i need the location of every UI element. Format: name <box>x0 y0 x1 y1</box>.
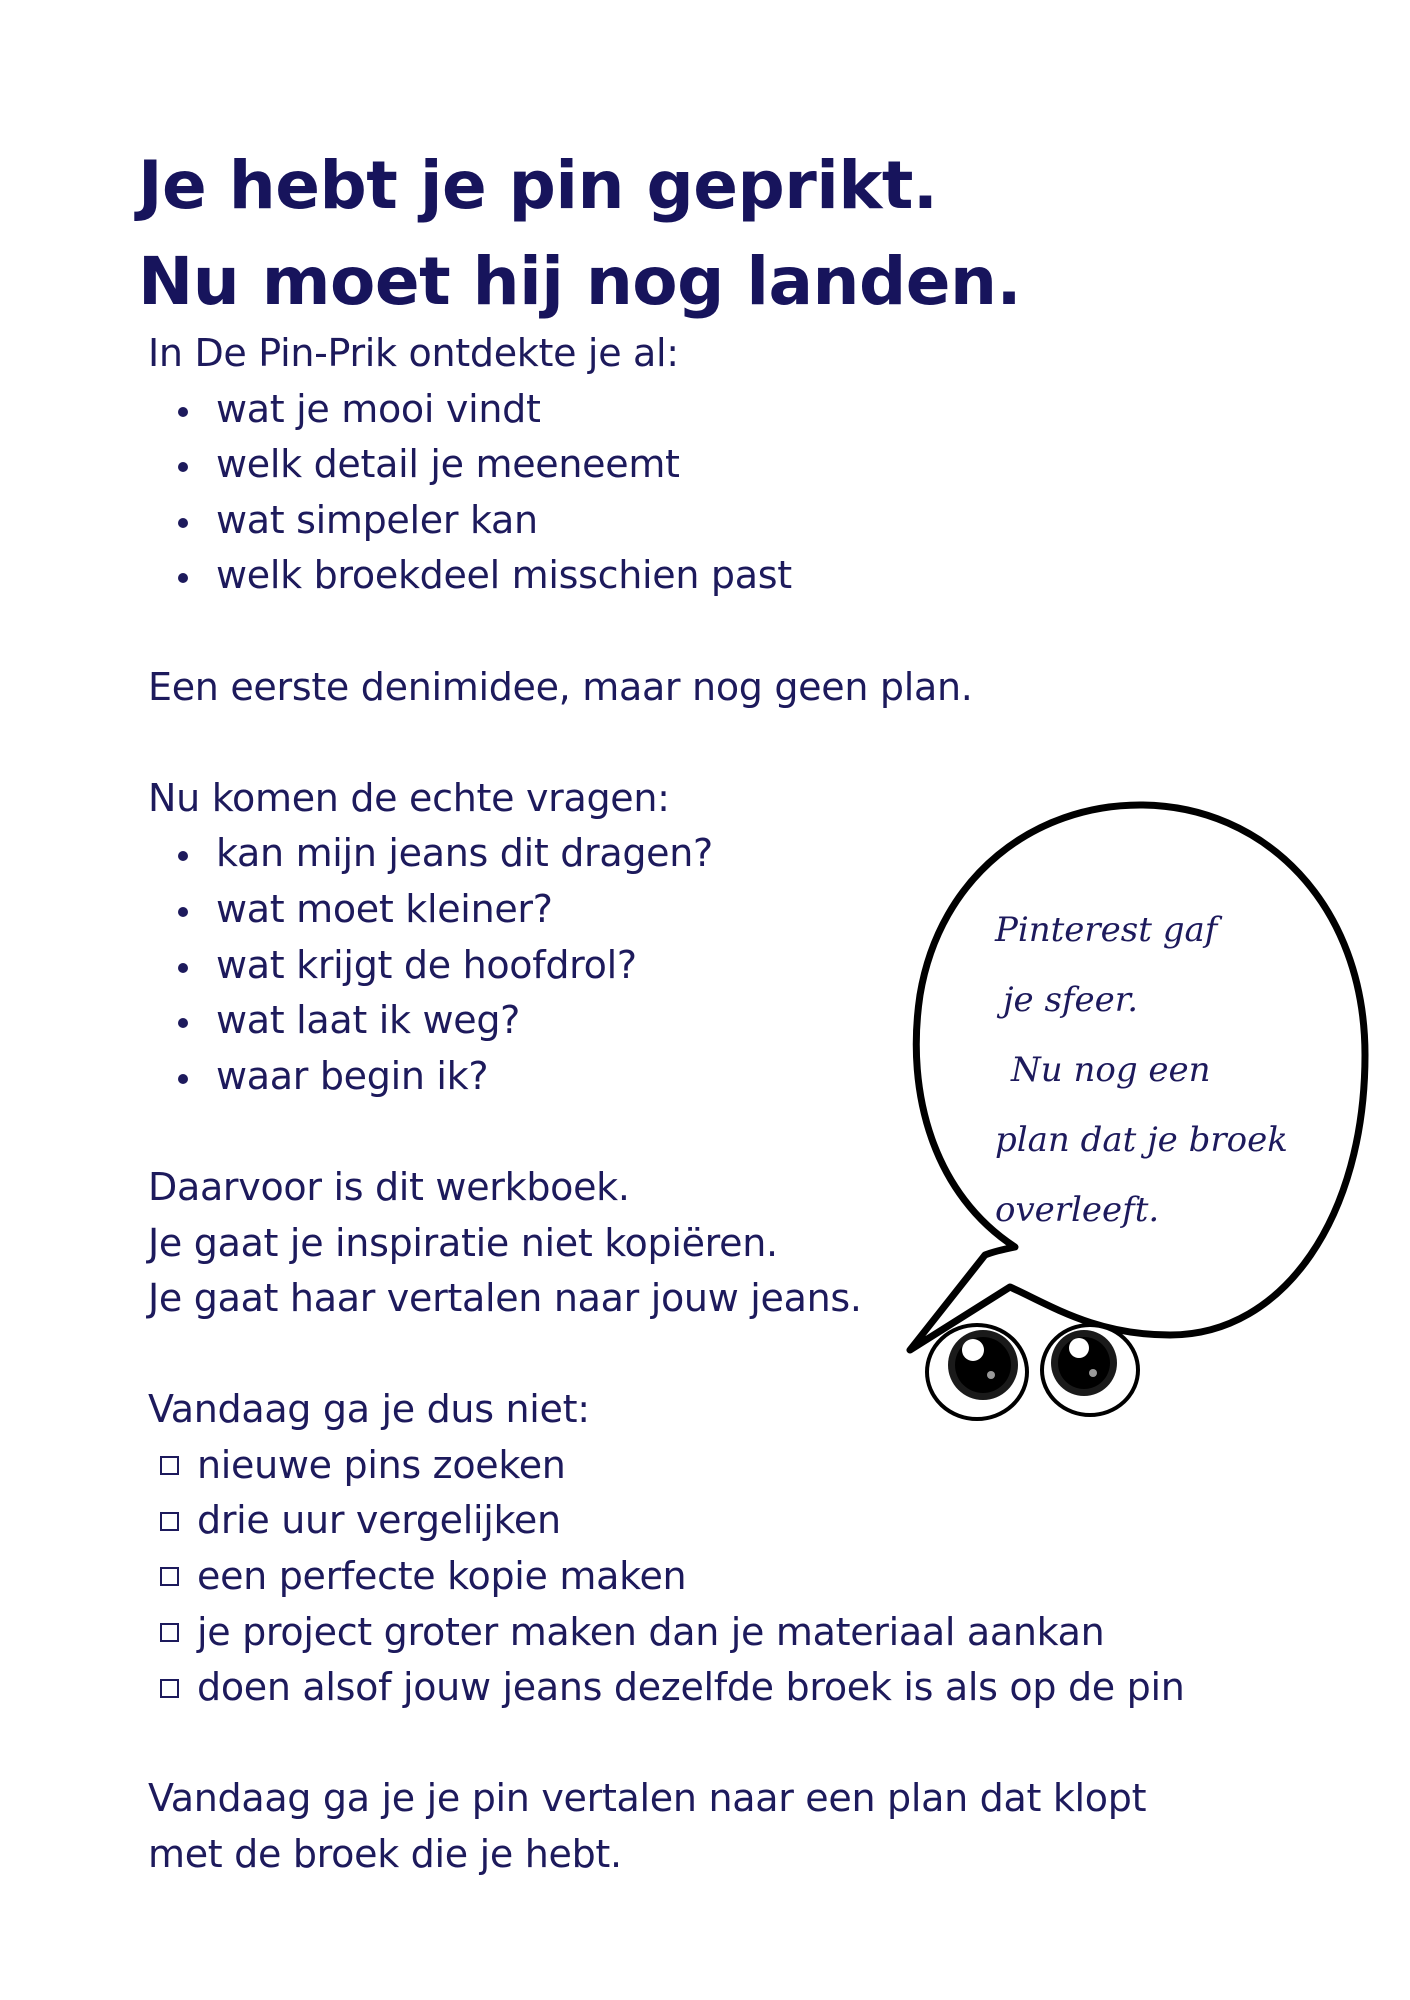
not-today-checklist <box>148 1438 1298 1716</box>
spacer <box>148 1716 1298 1772</box>
intro-list-item: wat je mooi vindt <box>148 382 1298 438</box>
intro-list-item: welk broekdeel misschien past <box>148 548 1298 604</box>
page-title <box>138 138 1021 330</box>
checklist-item-label: je project groter maken dan je materiaal aankan <box>197 1609 1105 1654</box>
empty-checkbox-icon[interactable] <box>160 1623 179 1642</box>
intro-list-item: wat simpeler kan <box>148 493 1298 549</box>
question-item: kan mijn jeans dit dragen? <box>148 826 1298 882</box>
checklist-item[interactable] <box>148 1438 1298 1494</box>
intro-list <box>148 382 1298 604</box>
question-item: wat moet kleiner? <box>148 882 1298 938</box>
intro-list-item: welk detail je meeneemt <box>148 437 1298 493</box>
purpose-line: Je gaat je inspiratie niet kopiëren. <box>148 1220 778 1265</box>
checklist-item[interactable] <box>148 1605 1298 1661</box>
bubble-line: Nu nog een <box>1011 1050 1211 1090</box>
closing-line: Vandaag ga je je pin vertalen naar een plan dat klopt <box>148 1776 1147 1821</box>
spacer <box>148 604 1298 660</box>
checklist-item-label: nieuwe pins zoeken <box>197 1442 566 1487</box>
bubble-line: je sfeer. <box>1003 980 1139 1020</box>
checklist-item-label: doen alsof jouw jeans dezelfde broek is als op de pin <box>197 1665 1185 1710</box>
bubble-line: Pinterest gaf <box>995 910 1218 950</box>
question-item: wat krijgt de hoofdrol? <box>148 938 1298 994</box>
empty-checkbox-icon[interactable] <box>160 1567 179 1586</box>
first-idea-text: Een eerste denimidee, maar nog geen plan. <box>148 664 973 709</box>
checklist-item[interactable] <box>148 1493 1298 1549</box>
purpose-line: Daarvoor is dit werkboek. <box>148 1164 630 1209</box>
closing-line: met de broek die je hebt. <box>148 1832 622 1877</box>
speech-bubble <box>895 795 1385 1435</box>
not-today-lead: Vandaag ga je dus niet: <box>148 1387 590 1432</box>
question-item: waar begin ik? <box>148 1049 1298 1105</box>
checklist-item[interactable] <box>148 1660 1298 1716</box>
checklist-item[interactable] <box>148 1549 1298 1605</box>
title-line-1: Je hebt je pin geprikt. <box>138 147 938 224</box>
checklist-item-label: drie uur vergelijken <box>197 1498 561 1543</box>
bubble-line: overleeft. <box>995 1190 1160 1230</box>
empty-checkbox-icon[interactable] <box>160 1512 179 1531</box>
empty-checkbox-icon[interactable] <box>160 1456 179 1475</box>
spacer <box>148 715 1298 771</box>
checklist-item-label: een perfecte kopie maken <box>197 1554 687 1599</box>
cartoon-eyes-icon <box>927 1325 1138 1419</box>
bubble-line: plan dat je broek <box>995 1120 1288 1160</box>
title-line-2: Nu moet hij nog landen. <box>138 243 1022 320</box>
purpose-line: Je gaat haar vertalen naar jouw jeans. <box>148 1276 862 1321</box>
question-item: wat laat ik weg? <box>148 993 1298 1049</box>
empty-checkbox-icon[interactable] <box>160 1679 179 1698</box>
questions-lead: Nu komen de echte vragen: <box>148 775 670 820</box>
intro-lead: In De Pin-Prik ontdekte je al: <box>148 331 679 375</box>
speech-bubble-text <box>995 895 1335 1245</box>
